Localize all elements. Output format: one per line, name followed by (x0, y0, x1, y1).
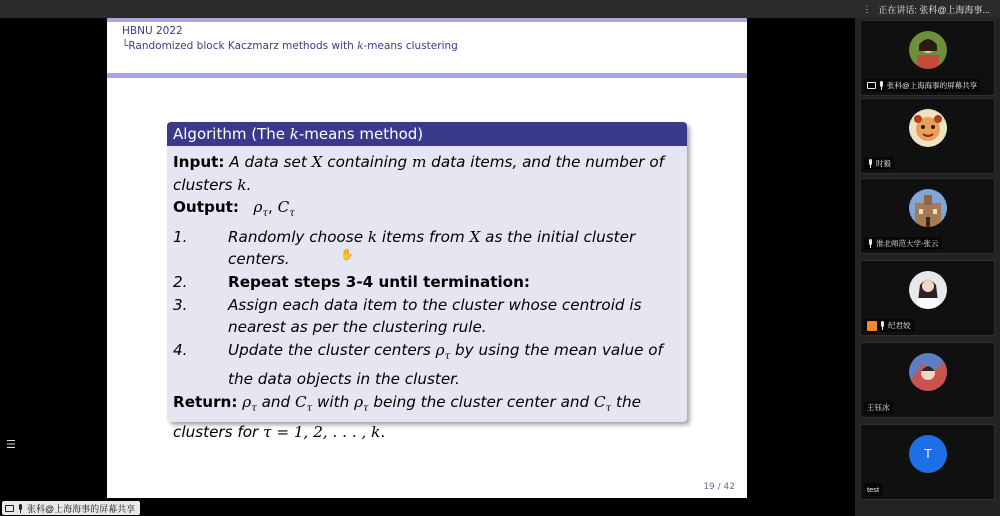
algorithm-return: Return: $\rho_\tau$ and $C_\tau$ with $\rho_\tau$ being the cluster center and $C_\tau$ the clusters for τ = 1, 2, . . . , k. (173, 393, 641, 441)
algorithm-input: Input: A data set X containing m data items, and the number of clusters k. (173, 153, 664, 194)
participant-name-row: 张科@上海海事的屏幕共享 (864, 79, 980, 92)
participant-name-row: 时毅 (864, 157, 894, 170)
participant-tile[interactable] (860, 178, 995, 254)
algorithm-block (167, 122, 687, 441)
participant-tile[interactable] (860, 20, 995, 96)
participant-name-row: 淮北师范大学-张云 (864, 237, 942, 250)
person-photo-icon (909, 31, 947, 69)
algorithm-body (167, 146, 687, 441)
algorithm-step-1: 1. Randomly choose k items from X as the initial cluster centers. (173, 227, 636, 269)
top-bar (0, 0, 1000, 18)
participant-tile[interactable] (860, 98, 995, 174)
participant-tile[interactable] (860, 260, 995, 336)
hand-cursor-icon: ✋ (340, 248, 354, 261)
conference-name: HBNU 2022 (122, 25, 183, 37)
screen-share-icon (5, 505, 14, 512)
participant-name-row: test (864, 483, 882, 496)
header-rule (107, 73, 747, 78)
anime-avatar-icon (909, 353, 947, 391)
participant-name-row: 王钰冰 (864, 401, 893, 414)
speaker-status-text: 正在讲话: 张科@上海海事... (878, 4, 990, 15)
algorithm-step-4: 4. Update the cluster centers $\rho_\tau$ by using the mean value of the data objects in the cluster. (173, 340, 663, 389)
list-menu-icon[interactable]: ☰ (6, 438, 16, 451)
person-photo-icon (909, 271, 947, 309)
slide-top-strip (107, 18, 747, 22)
algorithm-step-3: 3. Assign each data item to the cluster whose centroid is nearest as per the clustering rule. (173, 295, 642, 337)
cartoon-avatar-icon (909, 109, 947, 147)
participant-name-row: 纪君姣 (864, 319, 914, 332)
screen-share-label[interactable]: 张科@上海海事的屏幕共享 (2, 501, 140, 515)
microphone-icon (867, 239, 874, 248)
shared-screen-area (0, 18, 855, 498)
microphone-icon (17, 504, 24, 513)
bottom-bar (0, 498, 855, 516)
participant-panel (855, 18, 1000, 516)
algorithm-output: Output: $\rho_\tau$, $C_\tau$ (173, 198, 295, 220)
host-badge-icon (867, 321, 877, 331)
algorithm-title: Algorithm (The k-means method) (167, 122, 687, 146)
participant-tile[interactable] (860, 424, 995, 500)
subsection-title: └Randomized block Kaczmarz methods with k-means clustering (122, 40, 458, 52)
speaker-icon: ⋮ (862, 4, 872, 14)
slide-page-number: 19 / 42 (703, 482, 735, 492)
screen-share-icon (867, 82, 876, 89)
speaker-status (862, 0, 990, 18)
participant-initial-avatar: T (909, 435, 947, 473)
microphone-icon (867, 159, 874, 168)
building-photo-icon (909, 189, 947, 227)
algorithm-step-2: 2. Repeat steps 3-4 until termination: (173, 273, 530, 291)
presentation-slide (107, 18, 747, 498)
microphone-icon (879, 321, 886, 330)
participant-tile[interactable] (860, 342, 995, 418)
slide-header (122, 24, 458, 53)
microphone-icon (878, 81, 885, 90)
